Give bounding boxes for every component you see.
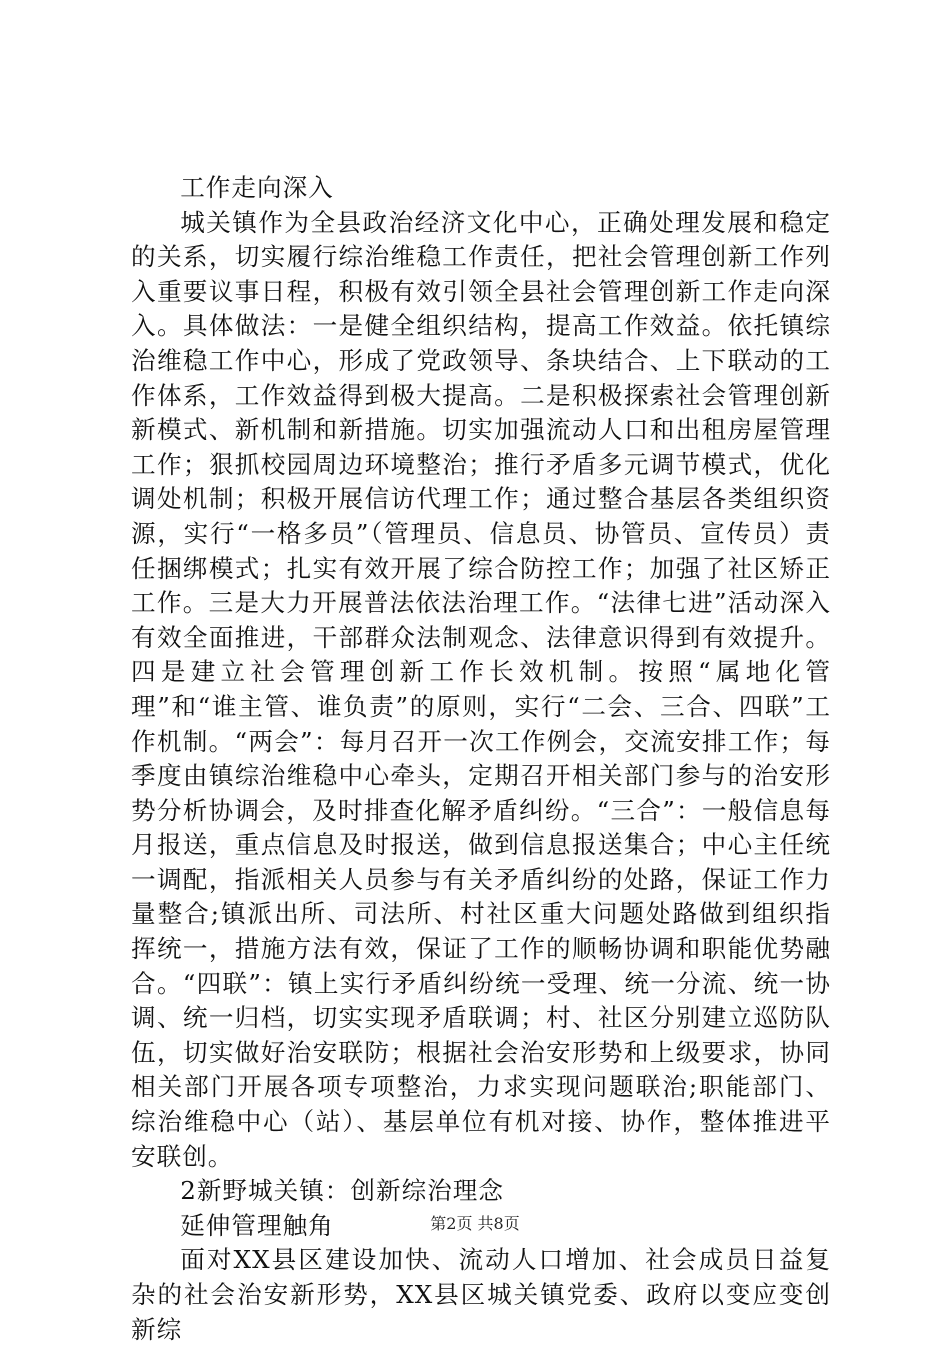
body-paragraph: 面对XX县区建设加快、流动人口增加、社会成员日益复杂的社会治安新形势，XX县区城关镇党委、政府以变应变创新综 <box>131 1245 831 1344</box>
section-heading-line-2: 延伸管理触角 <box>180 1210 334 1240</box>
body-paragraph: 城关镇作为全县政治经济文化中心，正确处理发展和稳定的关系，切实履行综治维稳工作责任，把社会管理创新工作列入重要议事日程，积极有效引领全县社会管理创新工作走向深入。具体做法：一是健全组织结构，提高工作效益。依托镇综治维稳工作中心，形成了党政领导、条块结合、上下联动的工作体系，工作效益得到极大提高。二是积极探索社会管理创新新模式、新机制和新措施。切实加强流动人口和出租房屋管理工作；狠抓校园周边环境整治；推行矛盾多元调节模式，优化调处机制；积极开展信访代理工作；通过整合基层各类组织资源，实行“一格多员”（管理员、信息员、协管员、宣传员）责任捆绑模式；扎实有效开展了综合防控工作；加强了社区矫正工作。三是大力开展普法依法治理工作。“法律七进”活动深入有效全面推进，干部群众法制观念、法律意识得到有效提升。四是建立社会管理创新工作长效机制。按照“属地化管理”和“谁主管、谁负责”的原则，实行“二会、三合、四联”工作机制。“两会”：每月召开一次工作例会，交流安排工作；每季度由镇综治维稳中心牵头，定期召开相关部门参与的治安形势分析协调会，及时排查化解矛盾纠纷。“三合”：一般信息每月报送，重点信息及时报送，做到信息报送集合；中心主任统一调配，指派相关人员参与有关矛盾纠纷的处路，保证工作力量整合;镇派出所、司法所、村社区重大问题处路做到组织指挥统一，措施方法有效，保证了工作的顺畅协调和职能优势融合。“四联”：镇上实行矛盾纠纷统一受理、统一分流、统一协调、统一归档，切实实现矛盾联调；村、社区分别建立巡防队伍，切实做好治安联防；根据社会治安形势和上级要求，协同相关部门开展各项专项整治，力求实现问题联治;职能部门、综治维稳中心（站）、基层单位有机对接、协作，整体推进平安联创。 <box>131 207 831 1171</box>
page-number-footer: 第2页 共8页 <box>430 1214 520 1233</box>
document-body <box>131 171 831 1347</box>
section-heading: 2新野城关镇：创新综治理念 <box>180 1176 504 1206</box>
section-heading-continuation: 工作走向深入 <box>180 173 334 202</box>
